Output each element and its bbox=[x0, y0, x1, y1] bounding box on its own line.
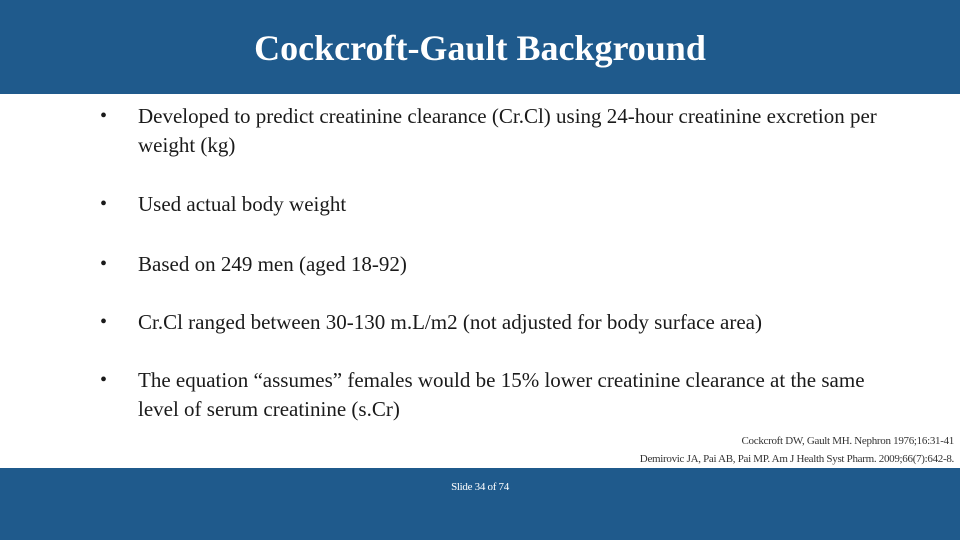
reference-line: Demirovic JA, Pai AB, Pai MP. Am J Health Syst Pharm. 2009;66(7):642-8. bbox=[639, 453, 954, 465]
bullet-point-icon: • bbox=[100, 193, 108, 215]
references bbox=[640, 432, 954, 468]
slide-number: Slide 34 of 74 bbox=[451, 481, 509, 493]
slide-title: Cockcroft-Gault Background bbox=[254, 28, 706, 68]
bullet-point-icon: • bbox=[100, 105, 108, 127]
title-bar bbox=[0, 0, 960, 94]
bullet-text: Used actual body weight bbox=[138, 192, 347, 216]
reference-line: Cockcroft DW, Gault MH. Nephron 1976;16:31-41 bbox=[741, 435, 954, 447]
bullet-text: Based on 249 men (aged 18-92) bbox=[138, 252, 407, 276]
bullet-text: Cr.Cl ranged between 30-130 m.L/m2 (not adjusted for body surface area) bbox=[138, 310, 762, 334]
bullet-point-icon: • bbox=[100, 253, 108, 275]
footer-bar bbox=[0, 468, 960, 540]
bullet-text: The equation “assumes” females would be 15% lower creatinine clearance at the same level of serum creatinine (s.Cr) bbox=[138, 368, 865, 421]
bullet-text: Developed to predict creatinine clearance (Cr.Cl) using 24-hour creatinine excretion per weight (kg) bbox=[138, 104, 877, 157]
bullet-point-icon: • bbox=[100, 311, 108, 333]
bullet-point-icon: • bbox=[100, 369, 108, 391]
